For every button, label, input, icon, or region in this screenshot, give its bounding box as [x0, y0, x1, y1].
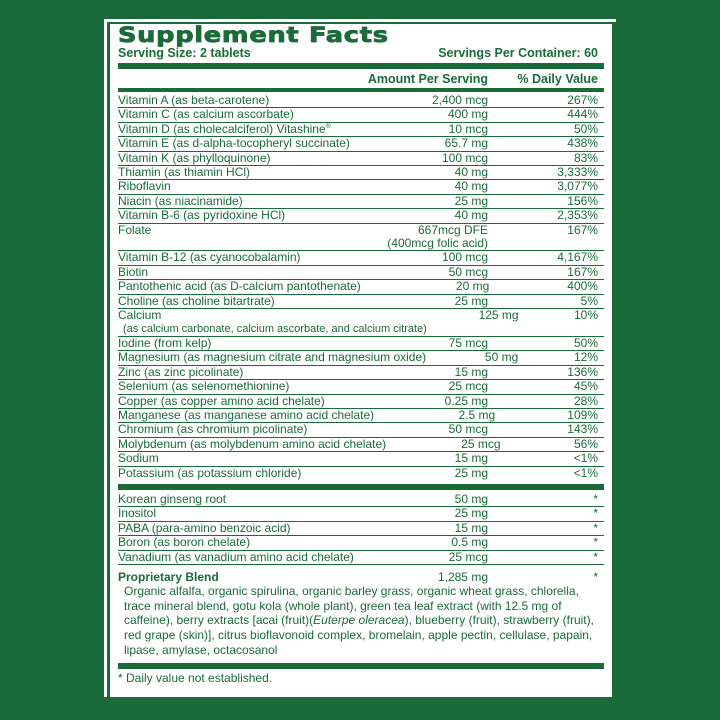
amount-text: 25 mg — [454, 293, 488, 308]
panel-title: Supplement Facts — [118, 23, 389, 47]
table-row — [118, 123, 604, 137]
nutrient-daily-value: 143% — [567, 422, 598, 437]
amount-text: 50 mcg — [448, 422, 488, 437]
nutrient-name — [118, 536, 358, 549]
serving-size: Serving Size: 2 tablets — [118, 46, 251, 60]
table-row — [118, 266, 604, 280]
nutrient-amount — [358, 493, 494, 506]
table-row — [118, 108, 604, 122]
nutrient-name-text: Molybdenum (as molybdenum amino acid chelate) — [118, 436, 387, 451]
nutrient-name-text: Calcium — [118, 308, 162, 323]
nutrient-name-text: Manganese (as manganese amino acid chelate) — [118, 407, 375, 422]
nutrient-daily-value: * — [593, 491, 598, 506]
nutrient-name — [118, 266, 358, 279]
nutrient-amount — [358, 266, 494, 279]
blend-text-part1: Organic alfalfa, organic spirulina, organic barley grass, organic wheat grass, chlorella, trace mineral blend, gotu kola (whole plant), green tea leaf extract (with 12.5 mg of caffeine), berry extracts [acai (fruit)( — [124, 584, 579, 628]
nutrient-daily-value: * — [593, 520, 598, 535]
nutrient-name-text: Vitamin B-12 (as cyanocobalamin) — [118, 250, 301, 265]
amount-text: 75 mcg — [448, 335, 488, 350]
header-daily-value: % Daily Value — [517, 72, 598, 86]
nutrient-daily-value: * — [593, 506, 598, 521]
nutrient-daily-value: 438% — [567, 136, 598, 151]
table-row — [118, 137, 604, 151]
amount-text: 0.25 mg — [444, 393, 488, 408]
nutrient-name-text: Vitamin C (as calcium ascorbate) — [118, 107, 294, 122]
nutrient-amount — [427, 309, 525, 336]
nutrient-daily-value: 12% — [573, 350, 598, 365]
nutrient-name — [118, 209, 358, 222]
nutrient-amount — [358, 380, 494, 393]
amount-text: 25 mcg — [448, 549, 488, 564]
nutrient-name-text: Vitamin B-6 (as pyridoxine HCl) — [118, 208, 286, 223]
nutrient-name-text: Biotin — [118, 264, 149, 279]
nutrient-daily-value: 56% — [573, 436, 598, 451]
blend-text-italic: Euterpe oleracea — [313, 613, 405, 628]
nutrient-name — [118, 395, 358, 408]
nutrient-daily-value: 4,167% — [557, 250, 598, 265]
table-row — [118, 551, 604, 565]
nutrient-name — [118, 337, 358, 350]
nutrient-amount — [358, 452, 494, 465]
nutrient-name-text: Folate — [118, 222, 152, 237]
nutrient-name — [118, 522, 358, 535]
amount-text: 20 mg — [455, 279, 490, 294]
nutrient-name-text: Potassium (as potassium chloride) — [118, 465, 302, 480]
table-row — [118, 522, 604, 536]
nutrient-amount — [374, 409, 501, 422]
nutrient-name — [118, 351, 426, 364]
nutrient-name — [118, 295, 358, 308]
section-divider-bar — [118, 484, 604, 490]
table-row — [118, 507, 604, 521]
nutrient-amount — [358, 195, 494, 208]
nutrient-name-text: Choline (as choline bitartrate) — [118, 293, 275, 308]
nutrient-name-text: Vitamin A (as beta-carotene) — [118, 93, 270, 107]
nutrient-daily-value: 28% — [573, 393, 598, 408]
nutrient-name-text: Magnesium (as magnesium citrate and magnesium oxide) — [118, 350, 427, 365]
amount-text: 40 mg — [454, 165, 488, 180]
nutrient-name — [118, 251, 358, 264]
amount-text: 0.5 mg — [451, 535, 488, 550]
table-row — [118, 280, 604, 294]
nutrient-amount — [358, 137, 494, 150]
nutrient-daily-value: <1% — [573, 451, 598, 466]
supplement-facts-panel — [110, 24, 612, 697]
table-row — [118, 467, 604, 480]
divider-bar — [118, 88, 604, 92]
nutrient-daily-value: 45% — [573, 379, 598, 394]
nutrient-daily-value: 2,353% — [557, 208, 598, 223]
amount-text: 50 mcg — [448, 264, 488, 279]
nutrient-amount — [358, 94, 494, 107]
nutrient-daily-value: 444% — [567, 107, 598, 122]
nutrient-name — [118, 309, 427, 336]
nutrient-amount — [358, 251, 494, 264]
nutrient-name — [118, 224, 358, 251]
footnote: * Daily value not established. — [118, 670, 273, 685]
table-row — [118, 209, 604, 223]
nutrient-amount — [358, 180, 494, 193]
table-row — [118, 493, 604, 507]
nutrient-amount — [358, 224, 494, 251]
nutrient-source: (as calcium carbonate, calcium ascorbate, and calcium citrate) — [123, 322, 427, 335]
table-row — [118, 438, 604, 452]
amount-text: 65.7 mg — [444, 136, 488, 151]
nutrient-amount — [358, 395, 494, 408]
amount-text: 15 mg — [454, 520, 488, 535]
nutrient-name — [118, 409, 374, 422]
table-row — [118, 423, 604, 437]
nutrient-name-text: Inositol — [118, 506, 157, 521]
nutrient-amount — [358, 507, 494, 520]
blend-dv: * — [593, 570, 598, 584]
nutrient-name-text: Chromium (as chromium picolinate) — [118, 422, 308, 437]
nutrient-daily-value: 3,077% — [557, 179, 598, 194]
blend-text-part2: ), blueberry (fruit), strawberry (fruit), red grape (skin)], citrus bioflavonoid complex, bromelain, apple pectin, cellulase, papain, lipase, amylase, octacosanol — [124, 613, 594, 657]
servings-per-container: Servings Per Container: 60 — [438, 46, 598, 60]
amount-text: 25 mg — [454, 506, 488, 521]
nutrient-name — [118, 507, 358, 520]
amount-text: 25 mg — [454, 465, 488, 480]
nutrient-amount — [426, 351, 524, 364]
nutrient-name — [118, 380, 358, 393]
nutrient-name-text: Vitamin D (as cholecalciferol) Vitashine — [118, 121, 326, 136]
frame-border-left — [104, 19, 107, 697]
table-row — [118, 409, 604, 423]
nutrient-amount — [358, 108, 494, 121]
nutrient-amount — [361, 280, 495, 293]
nutrient-name — [118, 123, 358, 136]
table-row — [118, 251, 604, 265]
nutrient-name-text: Korean ginseng root — [118, 491, 227, 506]
amount-text: 25 mcg — [448, 379, 488, 394]
proprietary-blend-row — [118, 570, 604, 584]
nutrient-amount — [358, 536, 494, 549]
amount-text: 25 mcg — [461, 436, 501, 451]
nutrient-name — [118, 438, 386, 451]
nutrient-amount — [358, 522, 494, 535]
amount-text: 400 mg — [447, 107, 488, 122]
nutrient-name-text: Pantothenic acid (as D-calcium pantothenate) — [118, 279, 361, 294]
nutrient-daily-value: 50% — [573, 121, 598, 136]
nutrient-daily-value: 267% — [567, 93, 598, 107]
table-row — [118, 380, 604, 394]
nutrient-name-text: Iodine (from kelp) — [118, 335, 212, 350]
nutrient-amount — [358, 166, 494, 179]
blend-name: Proprietary Blend — [118, 570, 219, 584]
nutrient-daily-value: 136% — [567, 364, 598, 379]
nutrient-daily-value: 83% — [573, 150, 598, 165]
table-row — [118, 295, 604, 309]
nutrient-daily-value: 109% — [567, 407, 598, 422]
table-row — [118, 395, 604, 409]
table-row — [118, 366, 604, 380]
nutrient-daily-value: 50% — [573, 335, 598, 350]
nutrient-amount — [386, 438, 506, 451]
nutrient-name — [118, 180, 358, 193]
nutrient-daily-value: 10% — [573, 308, 598, 323]
nutrient-amount — [358, 209, 494, 222]
amount-text: 125 mg — [478, 308, 519, 323]
nutrient-name-text: Selenium (as selenomethionine) — [118, 379, 290, 394]
nutrient-name-text: Vitamin E (as d-alpha-tocopheryl succinate) — [118, 136, 350, 151]
blend-amount: 1,285 mg — [437, 570, 488, 584]
amount-text: 667mcg DFE — [417, 222, 488, 237]
nutrient-name — [118, 366, 358, 379]
table-row — [118, 166, 604, 180]
nutrient-name — [118, 166, 358, 179]
amount-note: (400mcg folic acid) — [387, 236, 488, 251]
amount-text: 25 mg — [454, 193, 488, 208]
amount-text: 40 mg — [454, 208, 488, 223]
nutrient-name — [118, 280, 361, 293]
nutrient-table — [118, 94, 604, 480]
nutrient-amount — [358, 551, 494, 564]
table-row — [118, 224, 604, 252]
nutrient-daily-value: * — [593, 535, 598, 550]
divider-bar — [118, 663, 604, 669]
nutrient-daily-value: 400% — [567, 279, 598, 294]
nutrient-amount — [358, 152, 494, 165]
table-row — [118, 309, 604, 337]
blend-ingredients — [118, 584, 604, 658]
table-row — [118, 152, 604, 166]
amount-text: 10 mcg — [448, 121, 488, 136]
nutrient-name — [118, 467, 358, 480]
table-row — [118, 536, 604, 550]
nutrient-name — [118, 423, 358, 436]
nutrient-name-text: Boron (as boron chelate) — [118, 535, 251, 550]
other-ingredients-table — [118, 493, 604, 565]
registered-mark: ® — [325, 122, 331, 130]
nutrient-name-text: Sodium — [118, 451, 159, 466]
nutrient-name — [118, 493, 358, 506]
nutrient-daily-value: <1% — [573, 465, 598, 480]
nutrient-name — [118, 195, 358, 208]
nutrient-amount — [358, 366, 494, 379]
nutrient-name — [118, 108, 358, 121]
table-row — [118, 180, 604, 194]
column-headers — [118, 69, 604, 88]
table-row — [118, 452, 604, 466]
nutrient-amount — [358, 337, 494, 350]
amount-text: 15 mg — [454, 451, 488, 466]
frame-border-top — [105, 19, 616, 22]
nutrient-daily-value: 167% — [567, 222, 598, 237]
amount-text: 100 mcg — [441, 250, 488, 265]
nutrient-name-text: Thiamin (as thiamin HCl) — [118, 165, 251, 180]
nutrient-name-text: Vanadium (as vanadium amino acid chelate) — [118, 549, 354, 564]
header-spacer — [118, 72, 358, 86]
nutrient-name — [118, 137, 358, 150]
amount-text: 100 mcg — [441, 150, 488, 165]
nutrient-amount — [358, 123, 494, 136]
nutrient-amount — [358, 423, 494, 436]
nutrient-name-text: Niacin (as niacinamide) — [118, 193, 243, 208]
nutrient-name-text: Zinc (as zinc picolinate) — [118, 364, 244, 379]
amount-text: 50 mg — [454, 491, 488, 506]
nutrient-name-text: Vitamin K (as phylloquinone) — [118, 150, 271, 165]
serving-info — [118, 46, 604, 60]
table-row — [118, 195, 604, 209]
nutrient-name — [118, 551, 358, 564]
nutrient-daily-value: * — [593, 549, 598, 564]
table-row — [118, 351, 604, 365]
nutrient-name — [118, 452, 358, 465]
nutrient-name-text: Riboflavin — [118, 179, 171, 194]
amount-text: 2.5 mg — [458, 407, 496, 422]
nutrient-daily-value: 5% — [580, 293, 598, 308]
nutrient-name — [118, 152, 358, 165]
amount-text: 15 mg — [454, 364, 488, 379]
nutrient-daily-value: 156% — [567, 193, 598, 208]
nutrient-name-text: Copper (as copper amino acid chelate) — [118, 393, 325, 408]
nutrient-daily-value: 3,333% — [557, 165, 598, 180]
nutrient-amount — [358, 295, 494, 308]
amount-text: 2,400 mcg — [431, 93, 488, 107]
table-row — [118, 94, 604, 108]
amount-text: 50 mg — [484, 350, 519, 365]
table-row — [118, 337, 604, 351]
nutrient-name — [118, 94, 358, 107]
amount-text: 40 mg — [454, 179, 488, 194]
header-amount: Amount Per Serving — [367, 72, 488, 86]
nutrient-daily-value: 167% — [567, 264, 598, 279]
nutrient-amount — [358, 467, 494, 480]
nutrient-name-text: PABA (para-amino benzoic acid) — [118, 520, 291, 535]
